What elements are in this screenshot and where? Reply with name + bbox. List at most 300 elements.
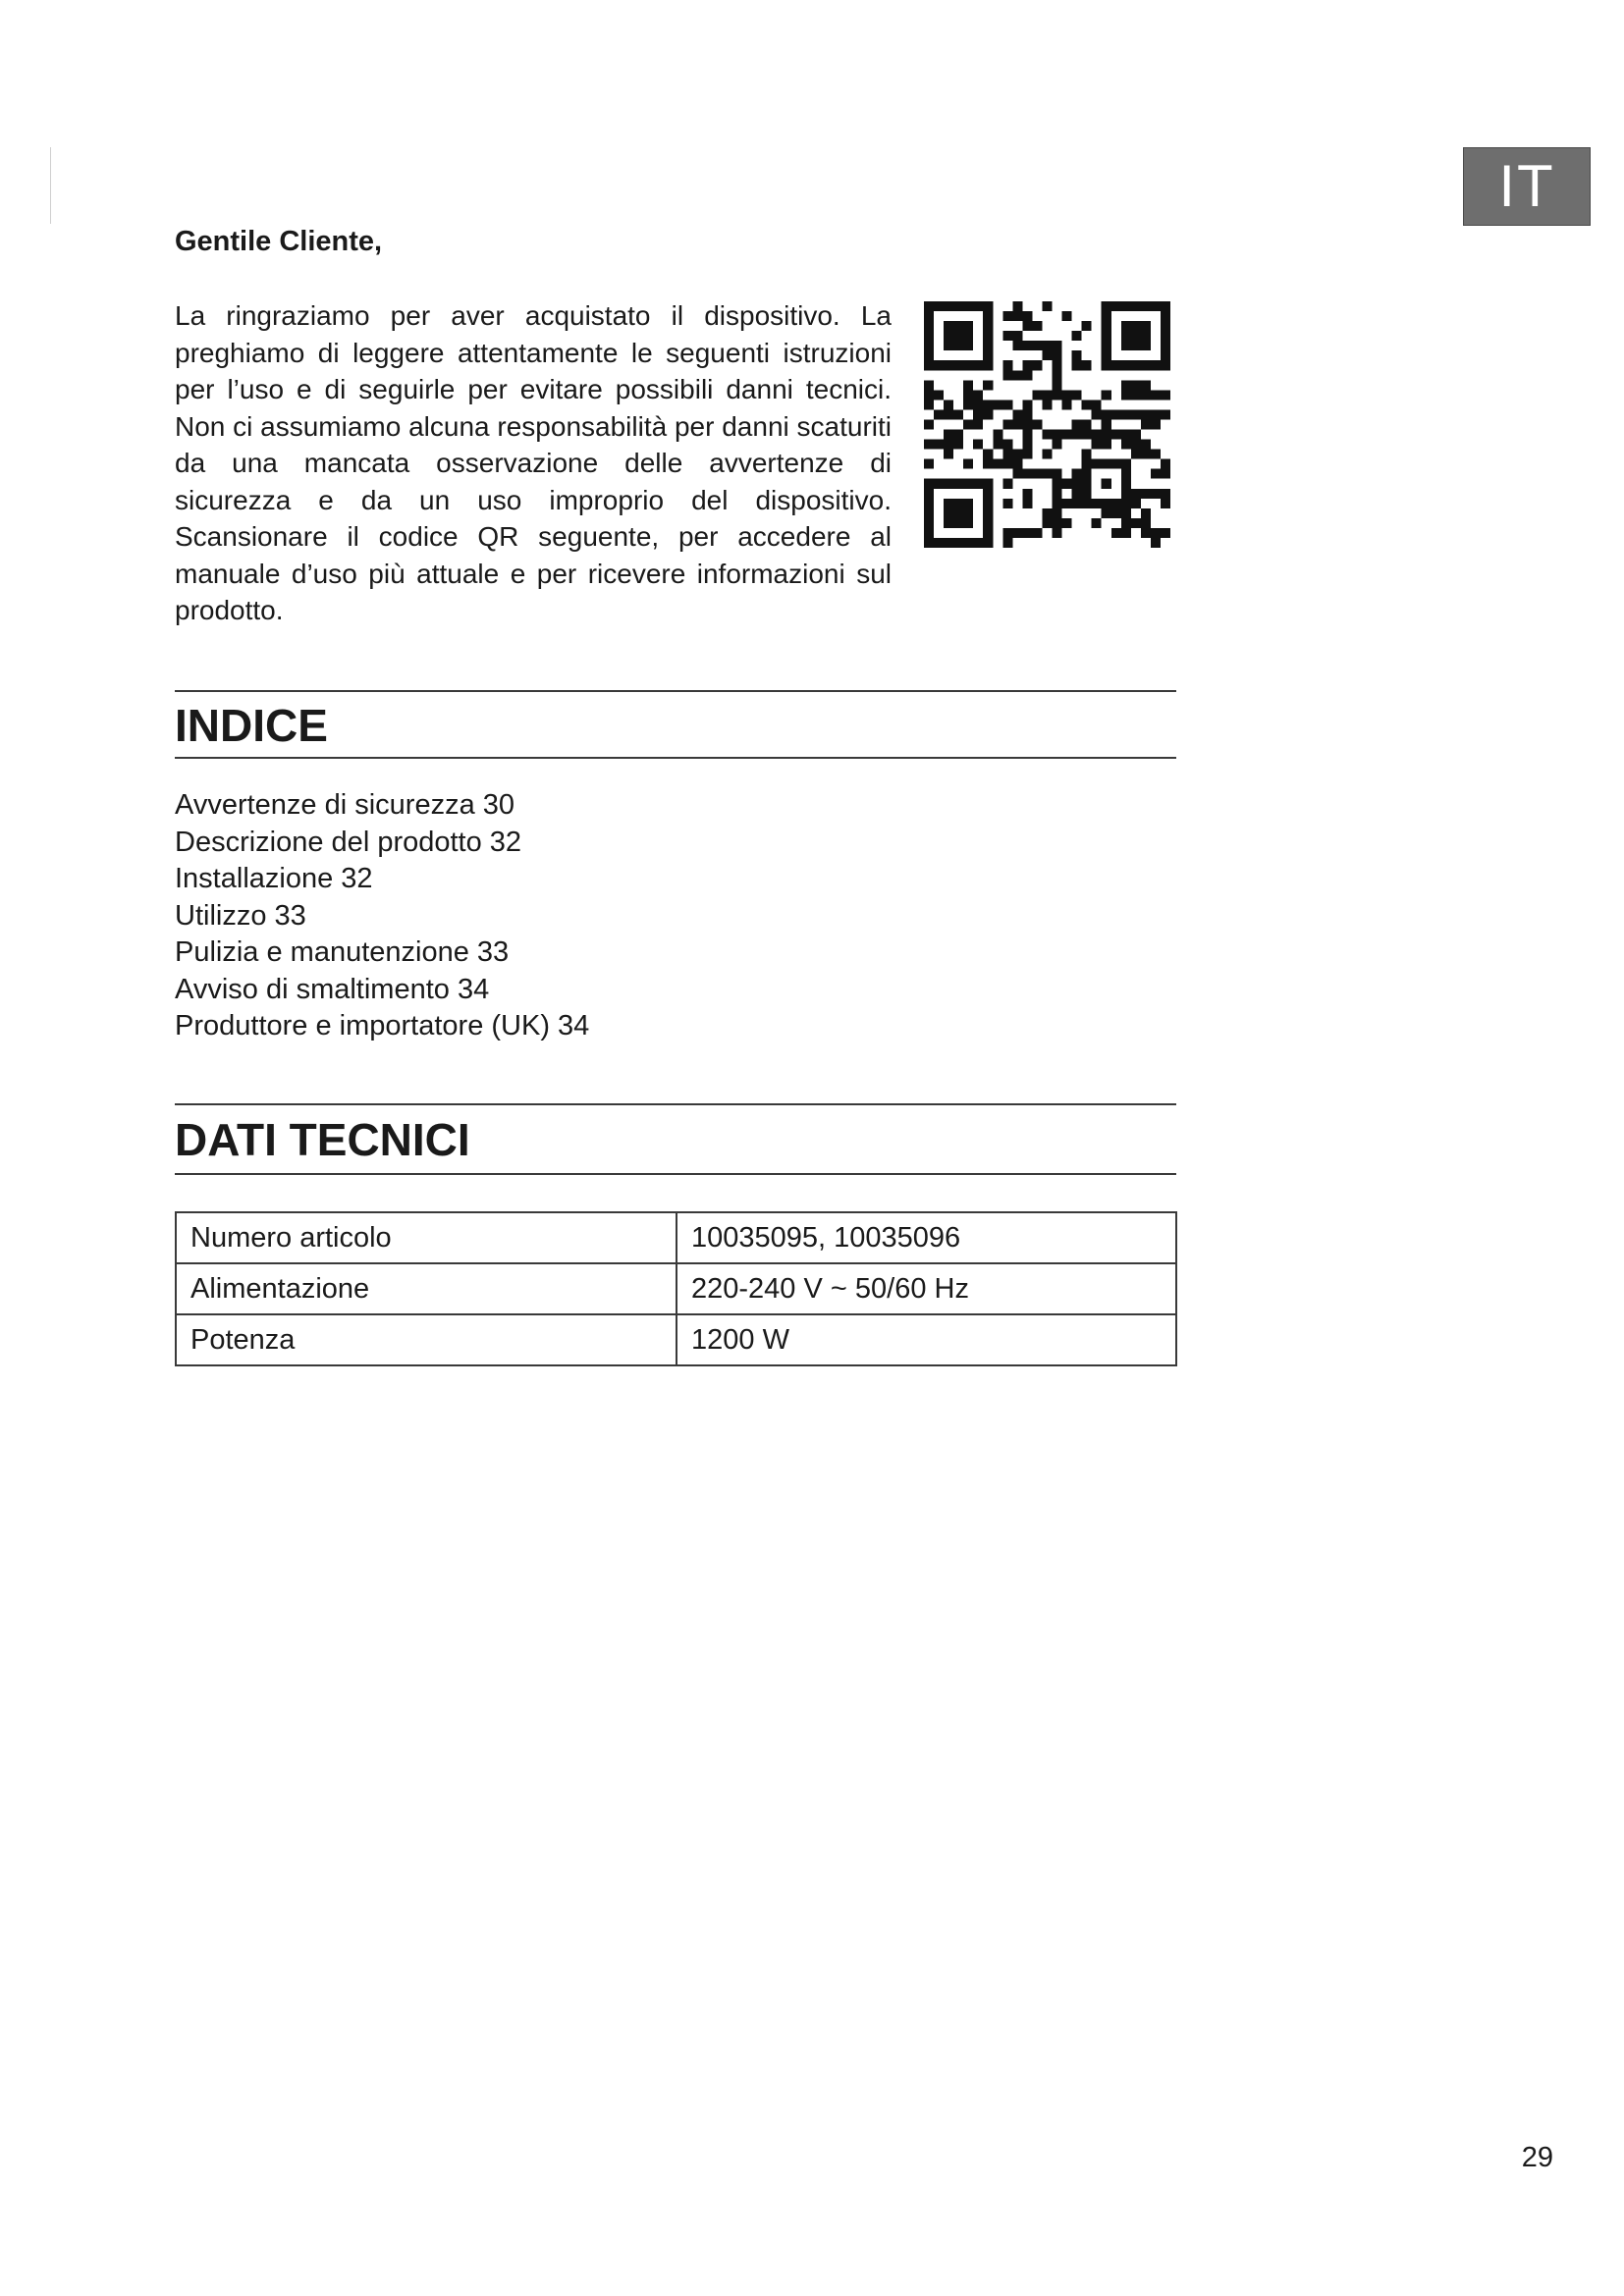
qr-module [1102,360,1111,370]
qr-module [1053,489,1062,499]
toc-item[interactable]: Installazione 32 [175,863,373,894]
intro-paragraph: La ringraziamo per aver acquistato il dispositivo. La preghiamo di leggere attentamente le seguenti istruzioni per l’uso e di seguirle per evitare possibili danni tecnici. Non ci assumiamo alcuna responsabilità per danni scaturiti da una mancata osservazione delle avvertenze di sicurezza e da un uso improprio del dispositivo. Scansionare il codice QR seguente, per accedere al manuale d’uso più attuale e per ricevere informazioni sul prodotto. [175,300,892,625]
qr-module [983,409,993,419]
qr-module [1141,508,1151,518]
qr-module [1092,440,1102,450]
qr-module [924,508,934,518]
qr-module [944,538,953,548]
qr-module [1062,311,1072,321]
qr-module [1141,518,1151,528]
qr-module [1072,479,1082,489]
toc-item[interactable]: Produttore e importatore (UK) 34 [175,1010,590,1041]
qr-module [1151,450,1161,459]
qr-module [1161,350,1170,360]
qr-module [963,419,973,429]
qr-module [1151,360,1161,370]
qr-module [1131,409,1141,419]
qr-module [953,341,963,350]
qr-module [983,518,993,528]
qr-module [983,341,993,350]
qr-module [1131,321,1141,331]
qr-module [1042,301,1052,311]
qr-module [1022,440,1032,450]
qr-module [983,508,993,518]
qr-module [1102,409,1111,419]
qr-module [1053,499,1062,508]
qr-module [934,360,944,370]
qr-module [963,508,973,518]
qr-module [983,499,993,508]
qr-module [1002,440,1012,450]
qr-module [1002,528,1012,538]
qr-module [993,440,1002,450]
qr-module [1151,390,1161,400]
qr-module [973,419,983,429]
qr-module [1121,331,1131,341]
qr-module [1121,430,1131,440]
qr-module [934,440,944,450]
spec-label: Potenza [176,1314,677,1365]
qr-module [934,409,944,419]
qr-module [1161,341,1170,350]
qr-module [983,311,993,321]
qr-module [1102,499,1111,508]
qr-module [993,430,1002,440]
qr-module [1053,390,1062,400]
qr-module [924,341,934,350]
qr-module [1121,518,1131,528]
qr-module [944,360,953,370]
qr-module [924,528,934,538]
qr-module [944,479,953,489]
qr-module [1032,419,1042,429]
qr-module [1053,370,1062,380]
qr-code-icon[interactable] [924,301,1170,548]
qr-module [934,538,944,548]
qr-module [1053,518,1062,528]
qr-module [1161,459,1170,469]
qr-module [1072,360,1082,370]
qr-module [973,301,983,311]
qr-module [1141,321,1151,331]
qr-module [1141,409,1151,419]
qr-module [1022,469,1032,479]
qr-module [1102,321,1111,331]
qr-module [1022,450,1032,459]
qr-module [1102,341,1111,350]
qr-module [983,538,993,548]
qr-module [953,321,963,331]
qr-module [1042,350,1052,360]
qr-module [1082,479,1092,489]
qr-module [1151,301,1161,311]
qr-module [1012,370,1022,380]
qr-module [1102,350,1111,360]
qr-module [1141,380,1151,390]
qr-module [1102,508,1111,518]
qr-module [1161,331,1170,341]
qr-module [1062,499,1072,508]
qr-module [953,538,963,548]
qr-module [963,538,973,548]
qr-module [1111,409,1121,419]
qr-module [1002,479,1012,489]
qr-module [944,508,953,518]
index-title: INDICE [175,700,328,751]
qr-module [944,321,953,331]
qr-module [1131,499,1141,508]
qr-module [953,331,963,341]
qr-module [1131,341,1141,350]
index-bottom-rule [175,757,1176,759]
qr-module [1092,409,1102,419]
qr-module [953,409,963,419]
qr-module [1092,499,1102,508]
qr-module [973,440,983,450]
page-number: 29 [1521,2142,1553,2173]
qr-module [924,400,934,409]
qr-module [983,321,993,331]
qr-module [924,390,934,400]
qr-module [1092,400,1102,409]
qr-module [924,360,934,370]
qr-module [1012,469,1022,479]
tech-top-rule [175,1103,1176,1105]
qr-module [934,390,944,400]
qr-module [1053,479,1062,489]
qr-module [1121,489,1131,499]
qr-module [1002,459,1012,469]
qr-module [1161,528,1170,538]
qr-module [1072,331,1082,341]
qr-module [1141,360,1151,370]
qr-module [1111,430,1121,440]
qr-module [963,400,973,409]
qr-module [963,380,973,390]
qr-module [1012,450,1022,459]
qr-module [1121,360,1131,370]
toc-item[interactable]: Pulizia e manutenzione 33 [175,936,510,968]
qr-module [963,479,973,489]
qr-module [924,350,934,360]
qr-module [1032,341,1042,350]
qr-module [1151,469,1161,479]
qr-module [1022,360,1032,370]
qr-module [963,331,973,341]
qr-module [953,479,963,489]
qr-module [1042,341,1052,350]
qr-module [1161,409,1170,419]
qr-module [1053,360,1062,370]
qr-module [1062,518,1072,528]
qr-module [1102,331,1111,341]
qr-module [924,440,934,450]
qr-module [1012,301,1022,311]
qr-module [983,400,993,409]
qr-module [1022,419,1032,429]
qr-module [953,301,963,311]
qr-module [1092,459,1102,469]
qr-module [944,301,953,311]
qr-module [963,518,973,528]
qr-module [924,538,934,548]
qr-module [1022,311,1032,321]
qr-module [1032,321,1042,331]
qr-module [1131,301,1141,311]
tech-bottom-rule [175,1173,1176,1175]
qr-module [1012,341,1022,350]
qr-module [1053,430,1062,440]
qr-module [963,341,973,350]
qr-module [944,341,953,350]
spec-value: 1200 W [677,1314,1176,1365]
qr-module [1151,528,1161,538]
qr-module [1042,508,1052,518]
qr-module [1072,350,1082,360]
qr-module [1042,400,1052,409]
qr-module [1102,440,1111,450]
toc-item[interactable]: Avviso di smaltimento 34 [175,973,490,1005]
toc-item[interactable]: Utilizzo 33 [175,899,306,932]
qr-module [1012,528,1022,538]
qr-module [1053,440,1062,450]
qr-module [1082,321,1092,331]
qr-module [924,479,934,489]
qr-module [1151,489,1161,499]
qr-module [1022,341,1032,350]
qr-module [1053,350,1062,360]
qr-module [1012,311,1022,321]
qr-module [1042,390,1052,400]
qr-module [1151,419,1161,429]
qr-module [1042,518,1052,528]
table-of-contents [175,787,589,1045]
qr-module [934,479,944,489]
qr-module [1121,499,1131,508]
qr-module [1062,430,1072,440]
qr-module [1131,390,1141,400]
qr-module [1141,341,1151,350]
qr-module [1111,301,1121,311]
qr-module [1161,301,1170,311]
qr-module [1032,469,1042,479]
qr-module [1022,321,1032,331]
qr-module [973,360,983,370]
qr-module [1131,430,1141,440]
qr-module [924,489,934,499]
qr-module [944,450,953,459]
qr-module [1053,380,1062,390]
qr-module [963,390,973,400]
qr-module [1102,390,1111,400]
qr-module [1022,499,1032,508]
qr-module [1072,499,1082,508]
qr-module [944,409,953,419]
qr-module [1082,459,1092,469]
qr-module [1012,331,1022,341]
language-tab: IT [1463,147,1591,226]
qr-module [1042,450,1052,459]
qr-module [1121,508,1131,518]
qr-module [953,499,963,508]
qr-module [953,440,963,450]
qr-module [983,350,993,360]
technical-data-table [175,1211,1177,1366]
qr-module [1141,301,1151,311]
qr-module [1141,390,1151,400]
qr-module [1022,400,1032,409]
technical-data-title: DATI TECNICI [175,1114,470,1165]
qr-module [1102,479,1111,489]
qr-module [1102,311,1111,321]
qr-module [924,311,934,321]
qr-module [1062,479,1072,489]
qr-module [1131,440,1141,450]
qr-module [1141,440,1151,450]
qr-module [924,321,934,331]
qr-module [1141,528,1151,538]
qr-module [1002,370,1012,380]
toc-item[interactable]: Descrizione del prodotto 32 [175,826,522,858]
qr-module [1022,528,1032,538]
qr-module [973,479,983,489]
qr-module [963,360,973,370]
qr-module [924,419,934,429]
qr-module [944,400,953,409]
qr-module [1082,499,1092,508]
qr-module [983,479,993,489]
qr-module [1002,331,1012,341]
qr-module [1022,489,1032,499]
qr-module [1161,489,1170,499]
qr-module [1072,489,1082,499]
qr-module [993,459,1002,469]
qr-module [924,459,934,469]
qr-module [963,459,973,469]
qr-module [944,440,953,450]
qr-module [963,321,973,331]
qr-module [1131,360,1141,370]
qr-module [1082,489,1092,499]
qr-module [983,301,993,311]
qr-module [983,360,993,370]
qr-module [1121,528,1131,538]
qr-module [1131,518,1141,528]
qr-module [973,390,983,400]
qr-module [944,331,953,341]
qr-module [1042,469,1052,479]
qr-module [1121,469,1131,479]
qr-module [1053,341,1062,350]
qr-module [1111,499,1121,508]
qr-module [983,459,993,469]
qr-module [1102,430,1111,440]
qr-module [1141,489,1151,499]
qr-module [1012,409,1022,419]
qr-module [1161,311,1170,321]
qr-module [1032,390,1042,400]
qr-module [1082,430,1092,440]
qr-module [924,331,934,341]
qr-module [1161,360,1170,370]
qr-module [1092,430,1102,440]
qr-module [1053,469,1062,479]
qr-module [993,400,1002,409]
qr-module [1002,419,1012,429]
qr-module [1072,430,1082,440]
qr-module [1121,380,1131,390]
qr-module [983,331,993,341]
table-row [176,1212,1176,1263]
spec-label: Numero articolo [176,1212,677,1263]
spec-label: Alimentazione [176,1263,677,1314]
qr-module [1082,419,1092,429]
qr-module [953,508,963,518]
qr-module [924,301,934,311]
qr-module [1111,459,1121,469]
qr-module [1121,301,1131,311]
qr-module [1022,409,1032,419]
qr-module [973,538,983,548]
qr-module [1062,390,1072,400]
qr-module [1092,518,1102,528]
qr-module [1161,499,1170,508]
qr-module [953,430,963,440]
table-row [176,1263,1176,1314]
qr-module [1082,450,1092,459]
qr-module [1131,380,1141,390]
qr-module [973,409,983,419]
greeting: Gentile Cliente, [175,226,383,257]
qr-module [1102,301,1111,311]
qr-module [1072,419,1082,429]
qr-module [924,499,934,508]
qr-module [1032,528,1042,538]
qr-module [1161,390,1170,400]
qr-module [944,518,953,528]
qr-module [1161,469,1170,479]
qr-module [1141,331,1151,341]
qr-module [1002,499,1012,508]
toc-item[interactable]: Avvertenze di sicurezza 30 [175,789,515,821]
qr-module [924,518,934,528]
qr-module [1121,321,1131,331]
qr-module [1053,508,1062,518]
qr-module [1072,390,1082,400]
qr-module [1102,419,1111,429]
qr-module [1002,450,1012,459]
qr-module [1161,321,1170,331]
qr-module [1072,469,1082,479]
spec-value: 220-240 V ~ 50/60 Hz [677,1263,1176,1314]
qr-module [1012,459,1022,469]
qr-module [1121,479,1131,489]
qr-module [963,301,973,311]
margin-line [50,147,51,224]
qr-module [983,489,993,499]
qr-module [944,499,953,508]
qr-module [1151,538,1161,548]
qr-module [1141,419,1151,429]
qr-module [1111,528,1121,538]
qr-module [1121,341,1131,350]
qr-module [953,360,963,370]
qr-module [924,380,934,390]
qr-module [1022,430,1032,440]
qr-module [1032,360,1042,370]
qr-module [1082,469,1092,479]
qr-module [1082,400,1092,409]
